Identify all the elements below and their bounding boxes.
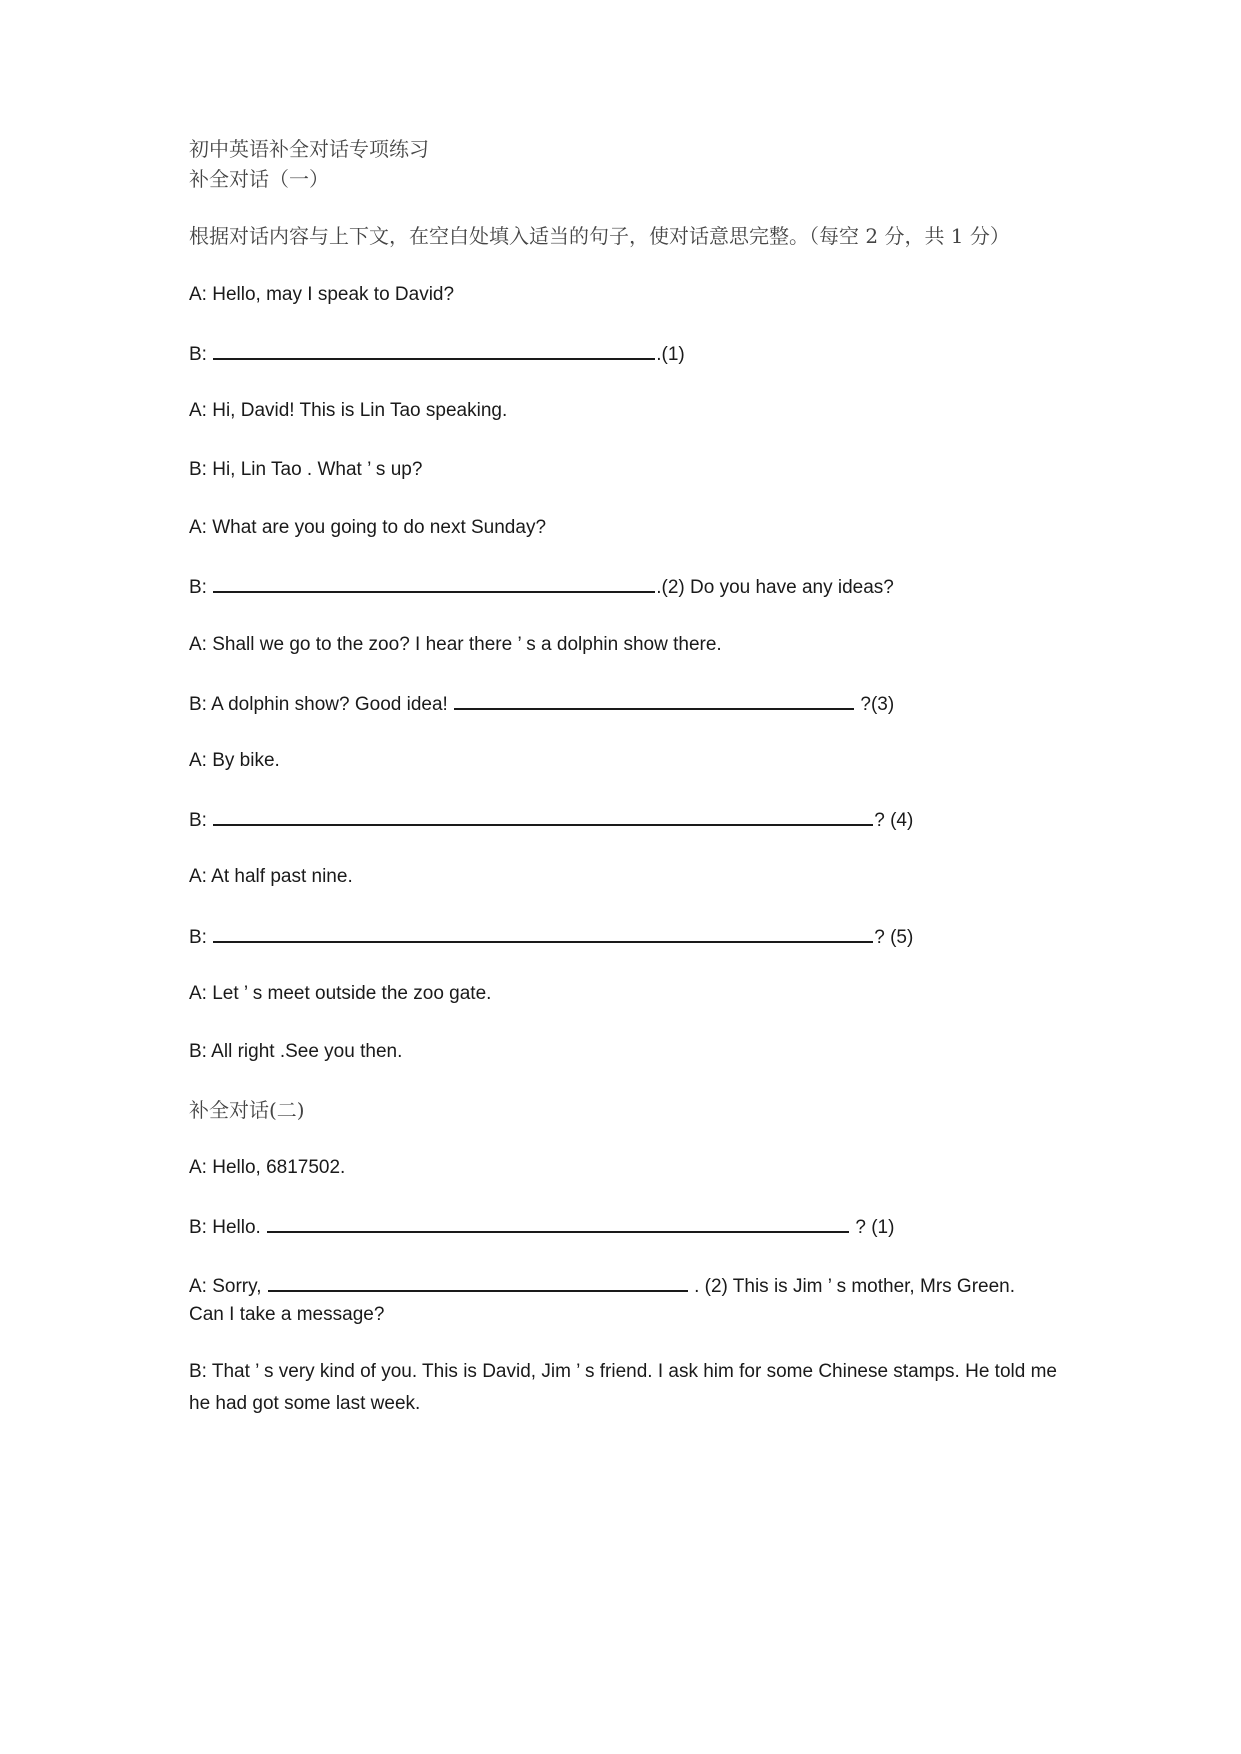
blank-number: .(2) Do you have any ideas? <box>656 577 894 598</box>
document-title: 初中英语补全对话专项练习 <box>189 137 429 161</box>
dialogue2-line-4: B: That ’ s very kind of you. This is David, Jim ’ s friend. I ask him for some Chinese stamps. He told me he had got some last week. <box>189 1361 1057 1414</box>
dialogue1-line-8 <box>189 690 894 718</box>
dialogue1-line-2 <box>189 340 685 368</box>
instructions: 根据对话内容与上下文，在空白处填入适当的句子，使对话意思完整。（每空 2 分，共 1 分） <box>189 224 1010 248</box>
speaker-label: B: <box>189 810 207 831</box>
answer-blank-1[interactable] <box>213 340 655 360</box>
speaker-text: B: A dolphin show? Good idea! <box>189 694 448 715</box>
dialogue2-line-2 <box>189 1213 894 1241</box>
dialogue1-line-3: A: Hi, David! This is Lin Tao speaking. <box>189 400 508 421</box>
blank-number: ? (5) <box>874 927 914 948</box>
answer-blank-3[interactable] <box>454 690 854 710</box>
speaker-label: B: <box>189 927 207 948</box>
dialogue1-line-9: A: By bike. <box>189 750 280 771</box>
blank-number: .(1) <box>656 344 685 365</box>
section-heading-2: 补全对话(二) <box>189 1098 305 1122</box>
answer-blank-5[interactable] <box>213 923 873 943</box>
speaker-text: A: Sorry, <box>189 1276 262 1297</box>
blank-number: . (2) This is Jim ’ s mother, Mrs Green. <box>694 1276 1016 1297</box>
dialogue1-line-1: A: Hello, may I speak to David? <box>189 284 455 305</box>
blank-number: ?(3) <box>860 694 895 715</box>
dialogue1-line-4: B: Hi, Lin Tao . What ’ s up? <box>189 459 423 480</box>
section-heading-1: 补全对话（一） <box>189 167 329 191</box>
speaker-label: B: <box>189 344 207 365</box>
blank-number: ? (1) <box>855 1217 895 1238</box>
dialogue2-line-3-continued: Can I take a message? <box>189 1304 385 1325</box>
answer-blank-4[interactable] <box>213 806 873 826</box>
dialogue1-line-12 <box>189 923 913 951</box>
dialogue1-line-5: A: What are you going to do next Sunday? <box>189 517 547 538</box>
answer-blank-2[interactable] <box>213 573 655 593</box>
dialogue1-line-14: B: All right .See you then. <box>189 1041 403 1062</box>
dialogue1-line-7: A: Shall we go to the zoo? I hear there ’ s a dolphin show there. <box>189 634 722 655</box>
answer-blank-7[interactable] <box>268 1272 688 1292</box>
dialogue2-line-1: A: Hello, 6817502. <box>189 1157 346 1178</box>
speaker-label: B: <box>189 577 207 598</box>
answer-blank-6[interactable] <box>267 1213 849 1233</box>
dialogue1-line-11: A: At half past nine. <box>189 866 353 887</box>
dialogue2-line-3 <box>189 1272 1015 1300</box>
speaker-text: B: Hello. <box>189 1217 261 1238</box>
blank-number: ? (4) <box>874 810 914 831</box>
dialogue1-line-10 <box>189 806 913 834</box>
dialogue1-line-13: A: Let ’ s meet outside the zoo gate. <box>189 983 492 1004</box>
dialogue1-line-6 <box>189 573 894 601</box>
